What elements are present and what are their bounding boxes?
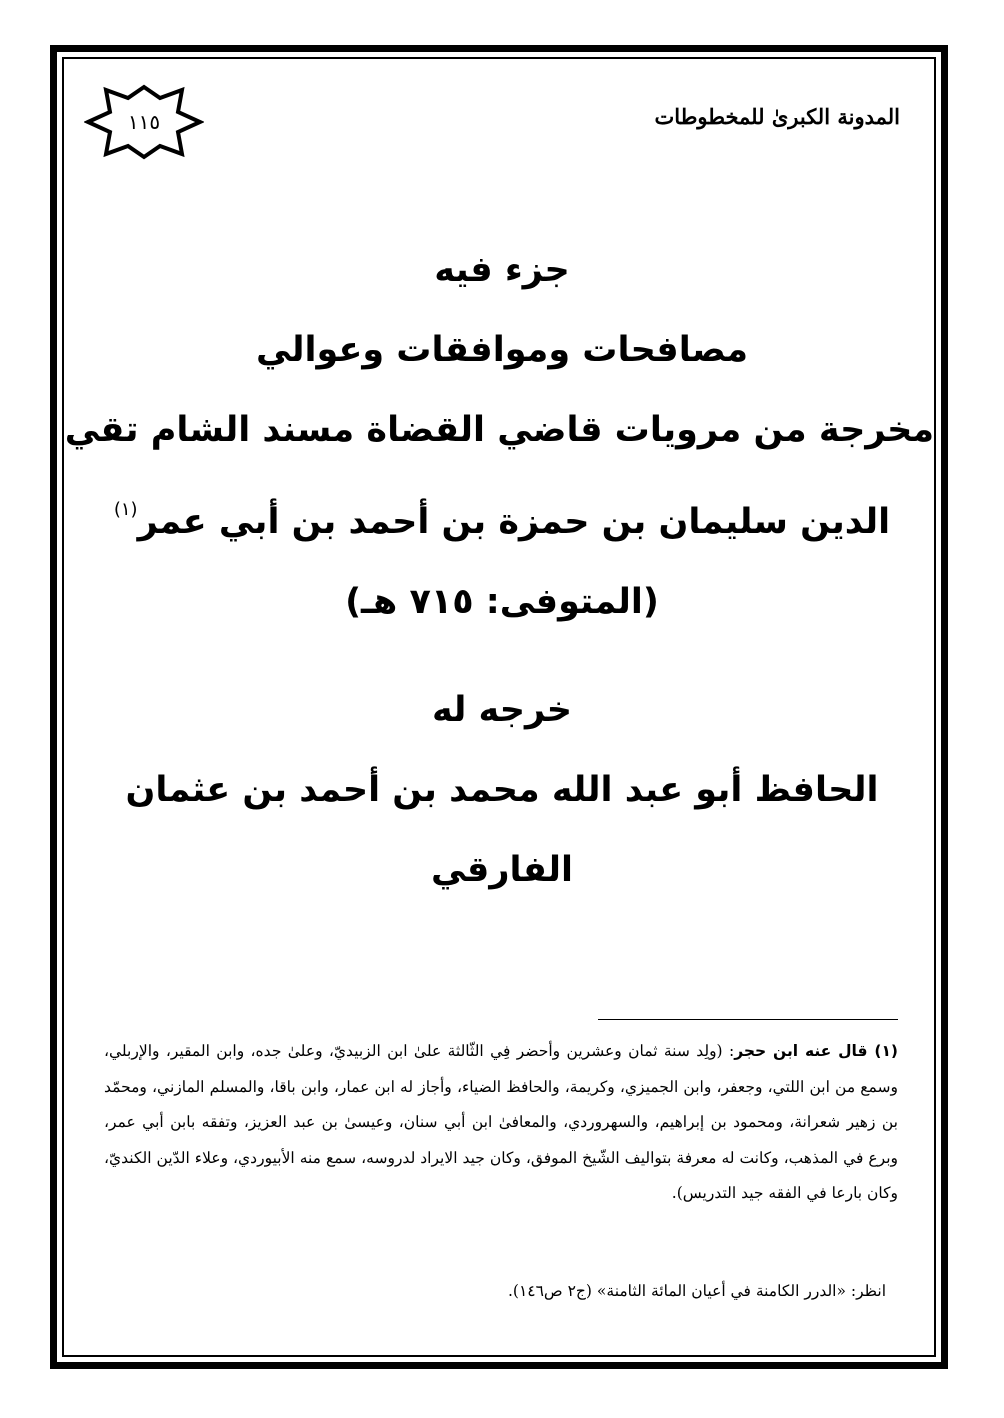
title-line-5: (المتوفى: ٧١٥ هـ): [345, 582, 659, 622]
footnote-marker[interactable]: (١): [113, 499, 138, 520]
compiler-block: [70, 670, 934, 910]
title-line-4-text: الدين سليمان بن حمزة بن أحمد بن أبي عمر: [137, 502, 891, 542]
page-number-badge: [84, 84, 204, 160]
work-title: [64, 230, 934, 642]
compiler-line-3: الفارقي: [431, 850, 573, 890]
page-number: ١١٥: [127, 110, 161, 134]
title-line-4: [70, 470, 934, 562]
title-line-1: جزء فيه: [434, 250, 570, 290]
footnote-separator: [598, 1019, 898, 1020]
footnote-text: [104, 1034, 898, 1212]
footnote-body: : (ولِد سنة ثمان وعشرين وأحضر فِي الثّالثة علىٰ ابن الزبيديّ، وعلىٰ جده، وابن المقير، والإربلي، وسمع من ابن اللتي، وجعفر، وابن الجميزي، وكريمة، والحافظ الضياء، وأجاز له ابن عمار، وابن باقا، والمسلم المازني، ومحمّد بن زهير شعرانة، ومحمود بن إبراهيم، والسهروردي، والمعافىٰ ابن أبي سنان، وعيسىٰ بن عبد العزيز، وتفقه بابن أبي عمر، وبرع في المذهب، وكانت له معرفة بتواليف الشّيخ الموفق، وكان جيد الايراد لدروسه، سمع منه الأبيوردي، وعلاء الدّين الكنديّ، وكان بارعا في الفقه جيد التدريس).: [104, 1042, 898, 1202]
compiler-line-1: خرجه له: [432, 690, 572, 730]
book-title: المدونة الكبرىٰ للمخطوطات: [654, 104, 900, 129]
title-line-2: مصافحات وموافقات وعوالي: [255, 330, 749, 370]
footnote-lead: (١) قال عنه ابن حجر: [734, 1042, 898, 1060]
title-line-3: مخرجة من مرويات قاضي القضاة مسند الشام تقي: [64, 410, 934, 450]
compiler-line-2: الحافظ أبو عبد الله محمد بن أحمد بن عثمان: [125, 770, 879, 810]
footnote-source: انظر: «الدرر الكامنة في أعيان المائة الثامنة» (ج٢ ص١٤٦).: [507, 1282, 886, 1300]
